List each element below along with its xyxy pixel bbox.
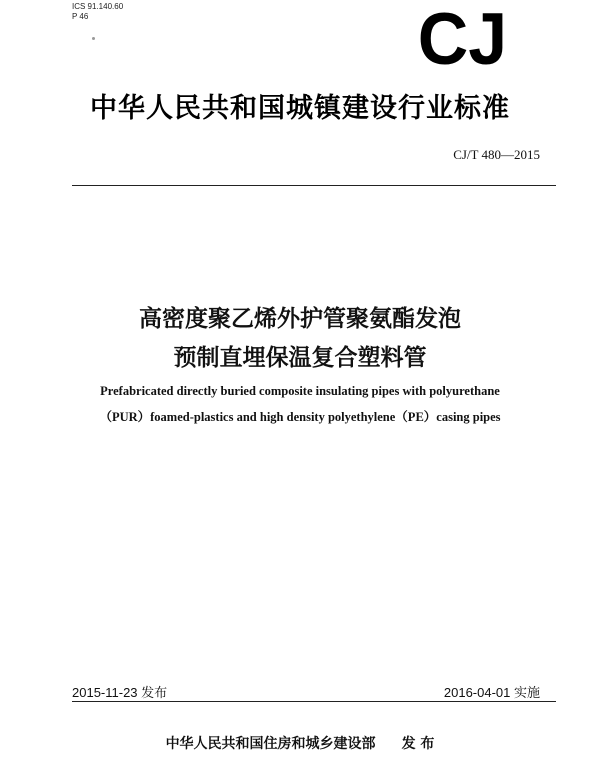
- chinese-title-line-1: 高密度聚乙烯外护管聚氨酯发泡: [139, 306, 461, 332]
- english-title-line-2: （PUR）foamed-plastics and high density polyethylene（PE）casing pipes: [99, 410, 501, 424]
- publisher-action: 发 布: [401, 736, 435, 752]
- agency-title: 中华人民共和国城镇建设行业标准: [90, 93, 510, 124]
- bottom-divider: [72, 701, 556, 702]
- top-divider: [72, 185, 556, 186]
- english-title-line-1: Prefabricated directly buried composite insulating pipes with polyurethane: [100, 384, 500, 398]
- publisher-name: 中华人民共和国住房和城乡建设部: [165, 736, 376, 752]
- cj-logo: CJ: [417, 0, 508, 80]
- classification-codes: [72, 2, 123, 22]
- scan-speck: [92, 37, 95, 40]
- standard-number: CJ/T 480—2015: [453, 147, 540, 162]
- ics-code: ICS 91.140.60: [72, 2, 124, 11]
- category-code: P 46: [72, 12, 89, 21]
- publisher-line: [0, 733, 600, 753]
- implementation-date: 2016-04-01 实施: [443, 685, 540, 700]
- chinese-title-line-2: 预制直埋保温复合塑料管: [173, 345, 427, 371]
- issue-date: 2015-11-23 发布: [72, 685, 168, 700]
